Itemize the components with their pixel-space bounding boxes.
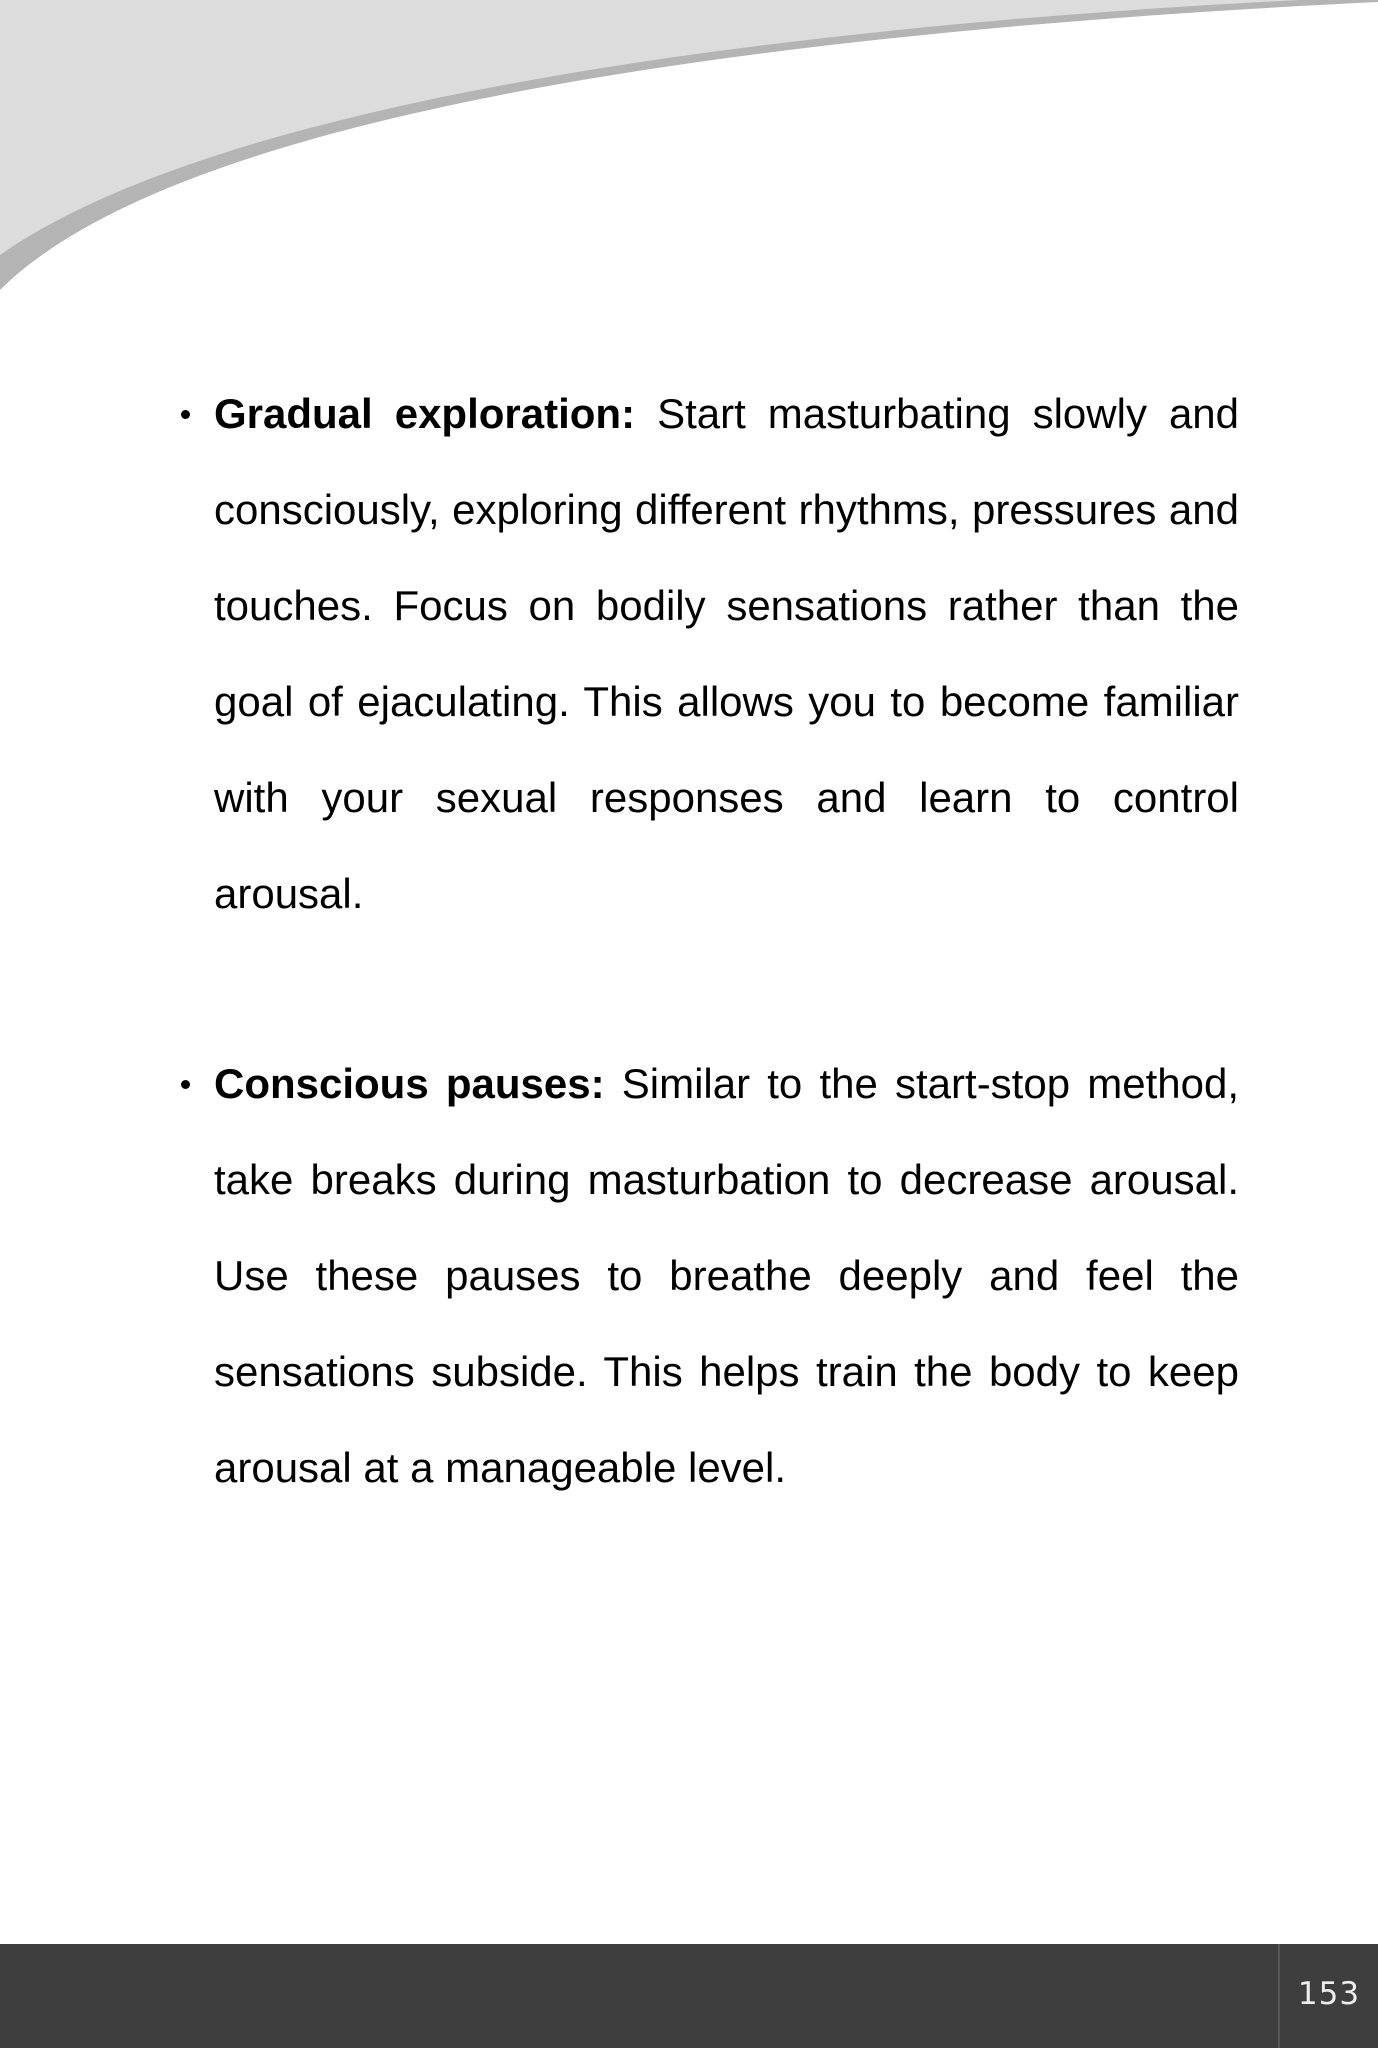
- page-number-box: [1278, 1944, 1378, 2048]
- bullet-term: Gradual exploration:: [214, 390, 636, 437]
- footer-bar: [0, 1944, 1378, 2048]
- bullet-term: Conscious pauses:: [214, 1060, 605, 1107]
- bullet-text: Start masturbating slowly and consciously, exploring different rhythms, pressures and touches. Focus on bodily sensations rather than the goal of ejaculating. This allows you to become familiar with your sexual responses and learn to control arousal.: [214, 390, 1240, 917]
- bullet-item-conscious-pauses: [214, 1036, 1239, 1516]
- bullet-dot-icon: [181, 410, 190, 419]
- bullet-text: Similar to the start-stop method, take breaks during masturbation to decrease arousal. Use these pauses to breathe deeply and feel the sensations subside. This helps train the body to keep arousal at a manageable level.: [214, 1060, 1239, 1491]
- bullet-item-gradual-exploration: [214, 366, 1239, 942]
- bullet-dot-icon: [181, 1080, 190, 1089]
- header-swoosh-light-band: [0, 0, 1300, 255]
- page-number: 153: [1297, 1976, 1361, 2012]
- header-swoosh-decoration: [0, 0, 1378, 300]
